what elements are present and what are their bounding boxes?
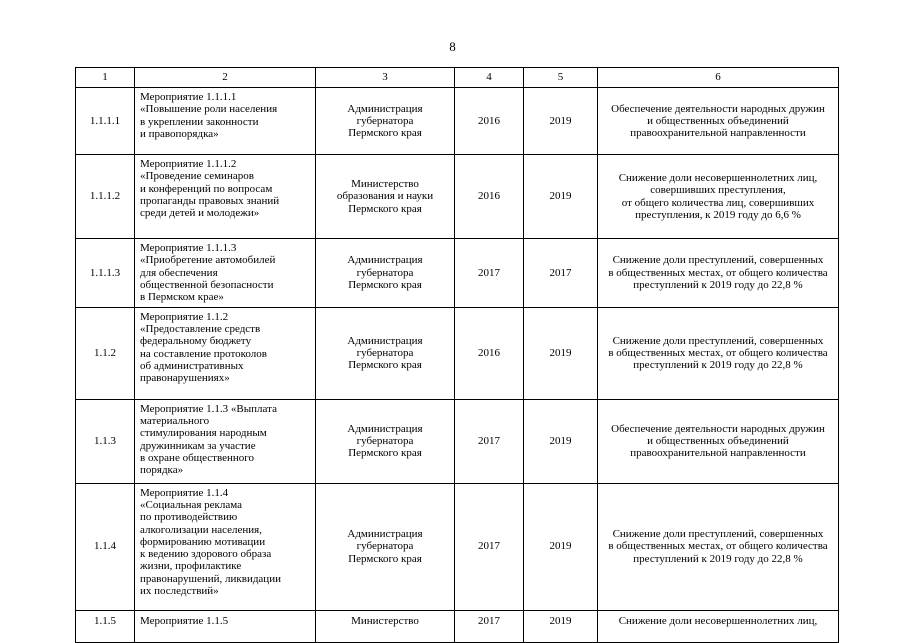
row-executor: Администрация губернатора Пермского края [316, 483, 455, 610]
row-measure: Мероприятие 1.1.1.3 «Приобретение автомобилей для обеспечения общественной безопасности в Пермском крае» [135, 239, 316, 308]
header-cell: 1 [76, 68, 135, 88]
row-start-year: 2016 [455, 88, 524, 155]
row-result: Снижение доли несовершеннолетних лиц, совершивших преступления, от общего количества лиц, совершивших преступления, к 2019 году до 6,6 % [598, 155, 839, 239]
row-executor: Министерство образования и науки Пермского края [316, 155, 455, 239]
row-measure: Мероприятие 1.1.1.2 «Проведение семинаров и конференций по вопросам пропаганды правовых знаний среди детей и молодежи» [135, 155, 316, 239]
row-executor: Администрация губернатора Пермского края [316, 239, 455, 308]
row-result: Снижение доли преступлений, совершенных в общественных местах, от общего количества преступлений к 2019 году до 22,8 % [598, 239, 839, 308]
row-measure: Мероприятие 1.1.3 «Выплата материального стимулирования народным дружинникам за участие в охране общественного порядка» [135, 399, 316, 483]
row-code: 1.1.4 [76, 483, 135, 610]
header-cell: 6 [598, 68, 839, 88]
row-result: Снижение доли преступлений, совершенных в общественных местах, от общего количества преступлений к 2019 году до 22,8 % [598, 307, 839, 399]
row-end-year: 2019 [524, 610, 598, 642]
row-code: 1.1.2 [76, 307, 135, 399]
header-cell: 5 [524, 68, 598, 88]
page-number: 8 [449, 39, 456, 54]
header-cell: 4 [455, 68, 524, 88]
row-end-year: 2019 [524, 399, 598, 483]
header-row [76, 68, 839, 88]
row-executor: Администрация губернатора Пермского края [316, 399, 455, 483]
row-end-year: 2019 [524, 155, 598, 239]
row-start-year: 2017 [455, 483, 524, 610]
table-row [76, 155, 839, 239]
row-measure: Мероприятие 1.1.2 «Предоставление средств федеральному бюджету на составление протоколов об административных правонарушениях» [135, 307, 316, 399]
table-row [76, 483, 839, 610]
row-result: Обеспечение деятельности народных дружин и общественных объединений правоохранительной направленности [598, 399, 839, 483]
row-measure: Мероприятие 1.1.4 «Социальная реклама по противодействию алкоголизации населения, формированию мотивации к ведению здорового образа жизни, профилактике правонарушений, ликвидации их последствий» [135, 483, 316, 610]
row-start-year: 2017 [455, 239, 524, 308]
row-start-year: 2016 [455, 307, 524, 399]
row-measure: Мероприятие 1.1.1.1 «Повышение роли населения в укреплении законности и правопорядка» [135, 88, 316, 155]
table-row [76, 239, 839, 308]
table-row [76, 307, 839, 399]
table-row [76, 399, 839, 483]
row-result: Снижение доли преступлений, совершенных в общественных местах, от общего количества преступлений к 2019 году до 22,8 % [598, 483, 839, 610]
header-cell: 3 [316, 68, 455, 88]
row-executor: Министерство [316, 610, 455, 642]
table-row [76, 610, 839, 642]
row-measure: Мероприятие 1.1.5 [135, 610, 316, 642]
row-start-year: 2017 [455, 610, 524, 642]
measures-table [75, 67, 839, 643]
row-code: 1.1.5 [76, 610, 135, 642]
table-row [76, 88, 839, 155]
row-code: 1.1.3 [76, 399, 135, 483]
row-result: Снижение доли несовершеннолетних лиц, [598, 610, 839, 642]
row-end-year: 2019 [524, 88, 598, 155]
row-code: 1.1.1.2 [76, 155, 135, 239]
header-cell: 2 [135, 68, 316, 88]
row-start-year: 2017 [455, 399, 524, 483]
row-end-year: 2019 [524, 483, 598, 610]
row-executor: Администрация губернатора Пермского края [316, 88, 455, 155]
row-result: Обеспечение деятельности народных дружин и общественных объединений правоохранительной направленности [598, 88, 839, 155]
row-end-year: 2019 [524, 307, 598, 399]
row-code: 1.1.1.1 [76, 88, 135, 155]
row-start-year: 2016 [455, 155, 524, 239]
row-end-year: 2017 [524, 239, 598, 308]
row-executor: Администрация губернатора Пермского края [316, 307, 455, 399]
row-code: 1.1.1.3 [76, 239, 135, 308]
